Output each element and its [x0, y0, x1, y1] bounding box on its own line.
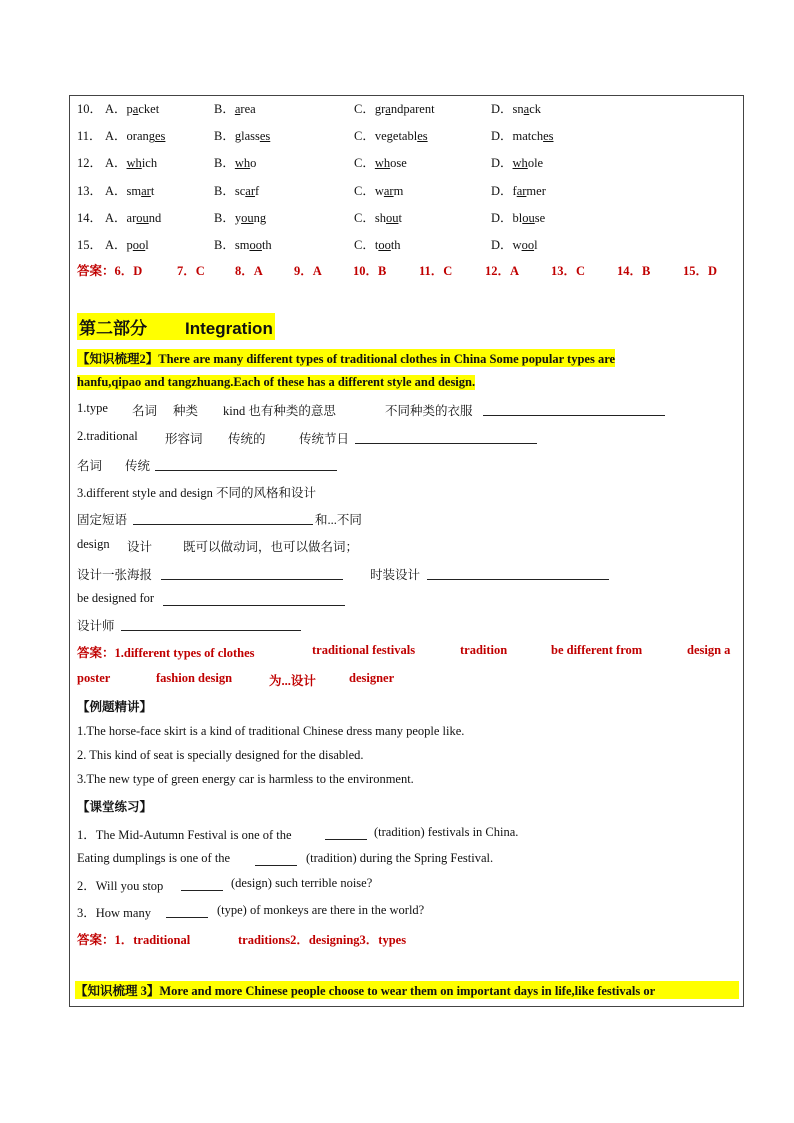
- note-text: 2.traditional: [77, 429, 138, 443]
- underlined-letters: wh: [234, 156, 251, 171]
- option-d: D．matches: [491, 129, 554, 144]
- option-letter: B．: [214, 156, 235, 171]
- section-title-cn: 第二部分: [79, 319, 147, 338]
- question-text: (tradition) festivals in China.: [374, 825, 519, 839]
- option-a: A．pool: [105, 238, 149, 252]
- option-b: B．smooth: [214, 238, 272, 252]
- option-d: D．whole: [491, 156, 544, 171]
- knowledge-point-2-line2: hanfu,qipao and tangzhuang.Each of these has a different style and design.: [77, 375, 476, 389]
- underlined-letters: oo: [249, 238, 262, 252]
- note-text: 名词: [77, 459, 103, 473]
- option-letter: B．: [214, 183, 235, 198]
- option-a: A．smart: [105, 183, 155, 198]
- question-number: 13．: [77, 183, 103, 198]
- note-text: 设计师: [77, 619, 115, 633]
- question-text: 2．Will you stop: [77, 879, 164, 893]
- option-c: C．whose: [354, 156, 407, 171]
- underlined-letters: ou: [522, 210, 535, 225]
- note-text: 既可以做动词，也可以做名词；: [183, 540, 359, 554]
- note-text: 不同种类的衣服: [385, 404, 473, 418]
- note-style: 3.different style and design 不同的风格和设计: [77, 486, 316, 500]
- answer-item: poster: [77, 671, 111, 685]
- option-letter: A．: [105, 156, 127, 171]
- answer-item: designer: [349, 671, 395, 685]
- question-number: 10．: [77, 102, 103, 116]
- fill-blank[interactable]: [155, 458, 337, 471]
- content-frame: [69, 95, 744, 1007]
- option-letter: B．: [214, 102, 235, 116]
- option-letter: D．: [491, 129, 513, 144]
- note-text: 传统节日: [299, 432, 350, 446]
- section-title: [77, 313, 275, 340]
- option-letter: C．: [354, 102, 375, 116]
- option-letter: B．: [214, 210, 235, 225]
- option-b: B．scarf: [214, 183, 260, 198]
- question-text: 3．How many: [77, 906, 151, 920]
- answer-item: 14．B: [617, 264, 651, 278]
- answer-item: 答案：1．traditional: [77, 933, 191, 947]
- answer-item: 9．A: [294, 264, 322, 278]
- question-text: (tradition) during the Spring Festival.: [306, 851, 494, 865]
- option-b: B．glasses: [214, 129, 271, 144]
- section-title-en: Integration: [185, 319, 273, 338]
- option-c: C．vegetables: [354, 129, 428, 144]
- answer-item: 8．A: [235, 264, 263, 278]
- question-text: (type) of monkeys are there in the world?: [217, 903, 425, 917]
- note-text: 名词: [132, 404, 158, 418]
- option-letter: D．: [491, 210, 513, 225]
- underlined-letters: a: [234, 102, 241, 116]
- question-number: 11．: [77, 129, 102, 144]
- underlined-letters: oo: [521, 238, 535, 252]
- option-b: B．who: [214, 156, 257, 171]
- option-b: B．area: [214, 102, 256, 116]
- answer-item: traditions2．designing3．types: [238, 933, 407, 947]
- option-d: D．blouse: [491, 210, 546, 225]
- knowledge-point-2-line1: 【知识梳理2】There are many different types of traditional clothes in China Some popular types are: [77, 349, 615, 367]
- answer-item: tradition: [460, 643, 508, 657]
- underlined-letters: ar: [383, 183, 394, 198]
- underlined-letters: a: [385, 102, 391, 116]
- examples-title: 【例题精讲】: [77, 700, 153, 714]
- option-d: D．farmer: [491, 183, 546, 198]
- fill-blank[interactable]: [121, 618, 301, 631]
- option-letter: B．: [214, 238, 235, 252]
- note-text: 形容词: [165, 432, 203, 446]
- question-text: (design) such terrible noise?: [231, 876, 373, 890]
- underlined-letters: ou: [385, 210, 399, 225]
- option-letter: D．: [491, 238, 513, 252]
- practice-title: 【课堂练习】: [77, 800, 153, 814]
- question-number: 15．: [77, 238, 103, 252]
- fill-blank[interactable]: [163, 593, 345, 606]
- option-letter: A．: [105, 183, 127, 198]
- note-text: design: [77, 537, 110, 551]
- answer-blank[interactable]: [166, 905, 208, 918]
- answer-item: 7．C: [177, 264, 205, 278]
- answer-blank[interactable]: [181, 878, 223, 891]
- answer-item: 12．A: [485, 264, 520, 278]
- answer-item: 答案：6．D: [77, 264, 143, 278]
- question-number: 12．: [77, 156, 103, 171]
- option-letter: C．: [354, 183, 375, 198]
- option-a: A．oranges: [105, 129, 166, 144]
- option-letter: D．: [491, 102, 513, 116]
- fill-blank[interactable]: [483, 403, 665, 416]
- underlined-letters: es: [259, 129, 271, 144]
- answer-blank[interactable]: [325, 827, 367, 840]
- option-letter: C．: [354, 210, 375, 225]
- option-letter: C．: [354, 238, 375, 252]
- note-text: 传统: [125, 459, 151, 473]
- answer-blank[interactable]: [255, 853, 297, 866]
- underlined-letters: ar: [516, 183, 527, 198]
- underlined-letters: a: [523, 102, 530, 116]
- answer-item: traditional festivals: [312, 643, 416, 657]
- option-c: C．grandparent: [354, 102, 435, 116]
- answer-item: design a: [687, 643, 731, 657]
- underlined-letters: a: [132, 102, 139, 116]
- fill-blank[interactable]: [427, 567, 609, 580]
- note-text: 传统的: [228, 432, 266, 446]
- option-b: B．young: [214, 210, 267, 225]
- option-letter: B．: [214, 129, 235, 144]
- question-text: Eating dumplings is one of the: [77, 851, 231, 865]
- option-letter: C．: [354, 129, 375, 144]
- option-c: C．warm: [354, 183, 404, 198]
- underlined-letters: wh: [126, 156, 142, 171]
- note-text: 固定短语: [77, 513, 128, 527]
- option-letter: D．: [491, 156, 513, 171]
- option-a: A．packet: [105, 102, 160, 116]
- note-text: 和...不同: [315, 513, 362, 527]
- example-sentence: 2. This kind of seat is specially designed for the disabled.: [77, 748, 364, 762]
- underlined-letters: ou: [241, 210, 254, 225]
- note-text: 种类: [173, 404, 199, 418]
- underlined-letters: wh: [374, 156, 391, 171]
- underlined-letters: ou: [136, 210, 149, 225]
- underlined-letters: oo: [378, 238, 391, 252]
- fill-blank[interactable]: [355, 431, 537, 444]
- option-letter: C．: [354, 156, 375, 171]
- answer-item: 15．D: [683, 264, 718, 278]
- underlined-letters: es: [417, 129, 428, 144]
- option-a: A．which: [105, 156, 158, 171]
- answer-item: 答案：1.different types of clothes: [77, 646, 255, 660]
- option-letter: A．: [105, 238, 127, 252]
- option-letter: D．: [491, 183, 513, 198]
- note-text: 设计一张海报: [77, 568, 153, 582]
- note-text: 1.type: [77, 401, 108, 415]
- option-d: D．wool: [491, 238, 538, 252]
- answer-item: fashion design: [156, 671, 233, 685]
- option-d: D．snack: [491, 102, 542, 116]
- underlined-letters: oo: [132, 238, 146, 252]
- note-text: kind 也有种类的意思: [223, 404, 336, 418]
- note-text: be designed for: [77, 591, 155, 605]
- underlined-letters: wh: [512, 156, 528, 171]
- answer-item: 10．B: [353, 264, 387, 278]
- underlined-letters: es: [543, 129, 554, 144]
- fill-blank[interactable]: [133, 512, 313, 525]
- fill-blank[interactable]: [161, 567, 343, 580]
- underlined-letters: es: [155, 129, 166, 144]
- note-text: 设计: [127, 540, 153, 554]
- option-letter: A．: [105, 210, 127, 225]
- option-a: A．around: [105, 210, 162, 225]
- answer-item: 11．C: [419, 264, 453, 278]
- example-sentence: 1.The horse-face skirt is a kind of traditional Chinese dress many people like.: [77, 724, 465, 738]
- option-letter: A．: [105, 129, 127, 144]
- knowledge-point-3-line1: 【知识梳理 3】More and more Chinese people choose to wear them on important days in life,like festivals or: [75, 981, 739, 999]
- answer-item: 为...设计: [269, 674, 316, 688]
- example-sentence: 3.The new type of green energy car is harmless to the environment.: [77, 772, 414, 786]
- underlined-letters: ar: [245, 183, 255, 198]
- question-number: 14．: [77, 210, 103, 225]
- option-c: C．shout: [354, 210, 402, 225]
- option-letter: A．: [105, 102, 127, 116]
- note-text: 时装设计: [370, 568, 421, 582]
- option-c: C．tooth: [354, 238, 401, 252]
- answer-item: 13．C: [551, 264, 586, 278]
- answer-item: be different from: [551, 643, 643, 657]
- underlined-letters: ar: [141, 183, 151, 198]
- question-text: 1．The Mid-Autumn Festival is one of the: [77, 828, 292, 842]
